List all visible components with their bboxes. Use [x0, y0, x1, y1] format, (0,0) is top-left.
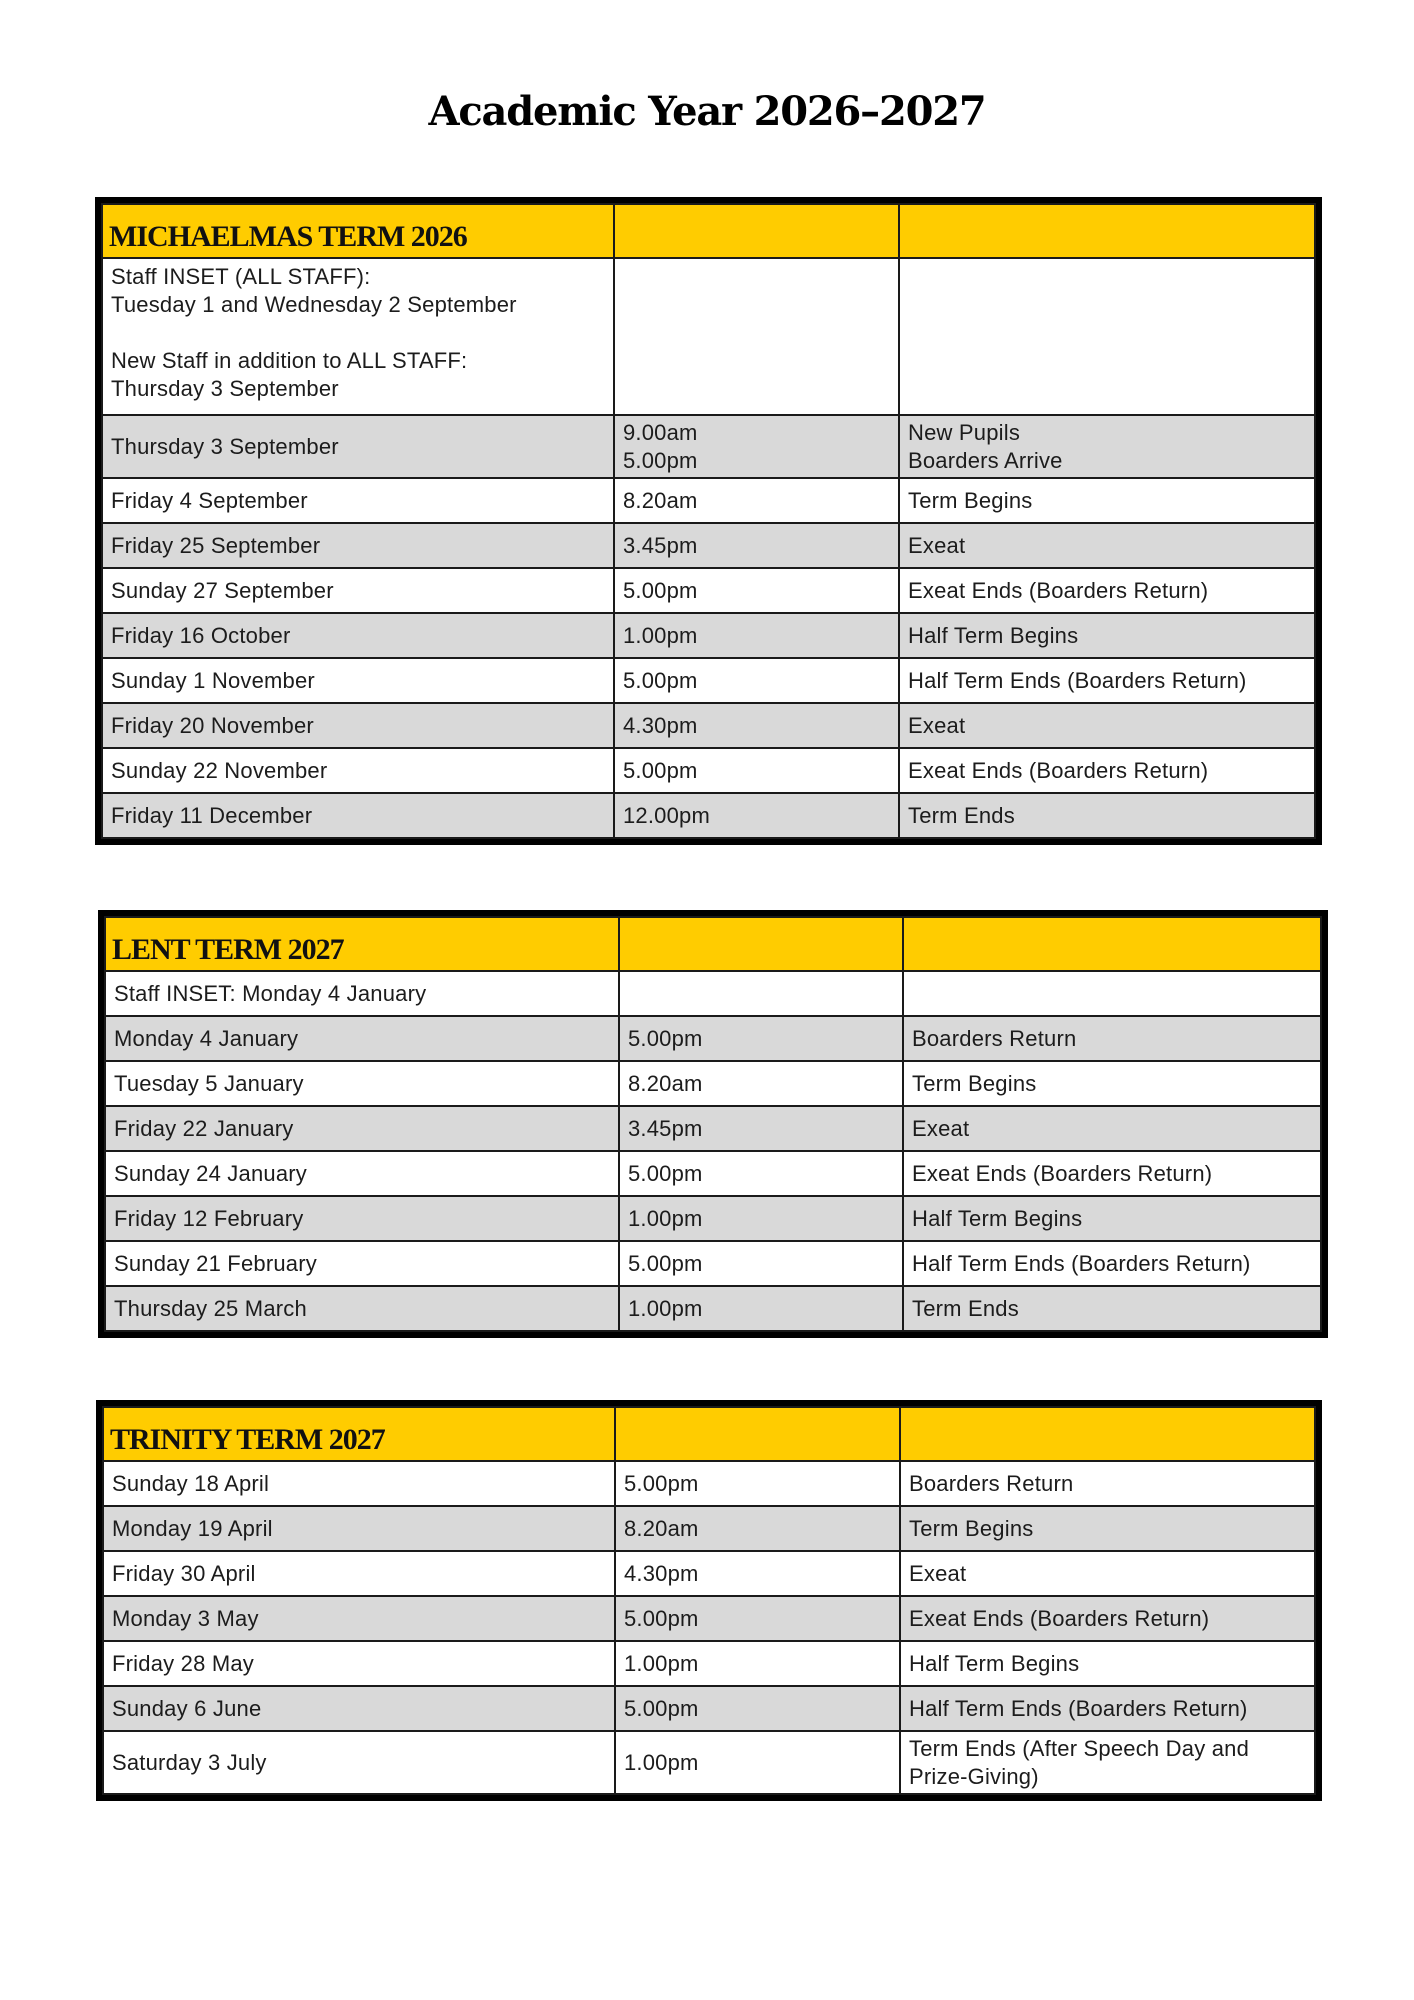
time-cell: 4.30pm — [615, 1551, 900, 1596]
table-row — [102, 415, 1315, 478]
date-cell: Sunday 22 November — [102, 748, 614, 793]
time-cell: 5.00pm — [619, 1241, 903, 1286]
event-cell: Term Ends — [899, 793, 1315, 838]
table-row — [103, 1731, 1315, 1794]
michaelmas-term-table — [95, 197, 1322, 845]
time-cell: 1.00pm — [619, 1286, 903, 1331]
table-row — [105, 1151, 1321, 1196]
event-cell: Exeat Ends (Boarders Return) — [903, 1151, 1321, 1196]
event-cell: Exeat — [899, 703, 1315, 748]
term-title: TRINITY TERM 2027 — [103, 1407, 615, 1461]
time-cell — [614, 415, 899, 478]
date-cell: Monday 3 May — [103, 1596, 615, 1641]
term-header-row — [105, 917, 1321, 971]
time-cell: 5.00pm — [615, 1461, 900, 1506]
table-row-inset — [102, 258, 1315, 415]
date-cell: Friday 4 September — [102, 478, 614, 523]
event-cell: Half Term Ends (Boarders Return) — [900, 1686, 1315, 1731]
table-row — [102, 793, 1315, 838]
time-cell: 3.45pm — [614, 523, 899, 568]
event-cell: Half Term Ends (Boarders Return) — [903, 1241, 1321, 1286]
inset-line: Thursday 3 September — [111, 376, 339, 401]
event-cell: Boarders Return — [900, 1461, 1315, 1506]
trinity-term-table — [96, 1400, 1322, 1801]
header-cell-empty — [900, 1407, 1315, 1461]
header-cell-empty — [903, 917, 1321, 971]
table-row-inset — [105, 971, 1321, 1016]
inset-line: Tuesday 1 and Wednesday 2 September — [111, 292, 517, 317]
time-line: 9.00am — [623, 419, 698, 445]
table-row — [102, 478, 1315, 523]
inset-cell: Staff INSET: Monday 4 January — [105, 971, 619, 1016]
event-cell: Exeat Ends (Boarders Return) — [899, 748, 1315, 793]
header-cell-empty — [615, 1407, 900, 1461]
time-cell: 1.00pm — [615, 1731, 900, 1794]
term-title: LENT TERM 2027 — [105, 917, 619, 971]
event-cell: Term Begins — [900, 1506, 1315, 1551]
term-header-row — [102, 204, 1315, 258]
event-cell: Exeat Ends (Boarders Return) — [899, 568, 1315, 613]
table-row — [105, 1196, 1321, 1241]
event-cell: Term Begins — [899, 478, 1315, 523]
event-line: New Pupils — [908, 419, 1021, 445]
header-cell-empty — [614, 204, 899, 258]
event-cell — [899, 415, 1315, 478]
table-row — [103, 1686, 1315, 1731]
time-cell: 5.00pm — [615, 1686, 900, 1731]
event-cell: Half Term Begins — [900, 1641, 1315, 1686]
event-cell — [899, 258, 1315, 415]
table-row — [103, 1596, 1315, 1641]
time-cell: 4.30pm — [614, 703, 899, 748]
date-cell: Monday 19 April — [103, 1506, 615, 1551]
date-cell: Thursday 3 September — [102, 415, 614, 478]
time-cell: 5.00pm — [619, 1151, 903, 1196]
time-cell: 8.20am — [615, 1506, 900, 1551]
date-cell: Saturday 3 July — [103, 1731, 615, 1794]
date-cell: Friday 30 April — [103, 1551, 615, 1596]
date-cell: Friday 20 November — [102, 703, 614, 748]
term-header-row — [103, 1407, 1315, 1461]
time-cell: 1.00pm — [615, 1641, 900, 1686]
date-cell: Sunday 21 February — [105, 1241, 619, 1286]
date-cell: Sunday 27 September — [102, 568, 614, 613]
time-cell: 3.45pm — [619, 1106, 903, 1151]
header-cell-empty — [619, 917, 903, 971]
time-cell: 12.00pm — [614, 793, 899, 838]
event-cell: Exeat — [900, 1551, 1315, 1596]
table-row — [102, 703, 1315, 748]
table-row — [103, 1506, 1315, 1551]
table-row — [105, 1016, 1321, 1061]
event-cell — [900, 1731, 1315, 1794]
date-cell: Friday 12 February — [105, 1196, 619, 1241]
date-cell: Sunday 18 April — [103, 1461, 615, 1506]
table-row — [103, 1551, 1315, 1596]
event-cell: Half Term Ends (Boarders Return) — [899, 658, 1315, 703]
time-cell — [614, 258, 899, 415]
time-cell: 5.00pm — [615, 1596, 900, 1641]
time-cell: 1.00pm — [619, 1196, 903, 1241]
page-title: Academic Year 2026–2027 — [428, 88, 986, 135]
table-row — [103, 1641, 1315, 1686]
time-cell: 1.00pm — [614, 613, 899, 658]
time-line: 5.00pm — [623, 447, 698, 473]
time-cell: 5.00pm — [614, 568, 899, 613]
time-cell: 8.20am — [614, 478, 899, 523]
time-cell: 5.00pm — [614, 748, 899, 793]
event-line: Boarders Arrive — [908, 447, 1063, 473]
event-cell: Term Ends — [903, 1286, 1321, 1331]
date-cell: Friday 25 September — [102, 523, 614, 568]
date-cell: Sunday 24 January — [105, 1151, 619, 1196]
event-line: Term Ends (After Speech Day and — [909, 1735, 1250, 1761]
date-cell: Friday 11 December — [102, 793, 614, 838]
event-cell: Exeat Ends (Boarders Return) — [900, 1596, 1315, 1641]
event-cell: Exeat — [903, 1106, 1321, 1151]
date-cell: Sunday 6 June — [103, 1686, 615, 1731]
event-cell: Boarders Return — [903, 1016, 1321, 1061]
date-cell: Monday 4 January — [105, 1016, 619, 1061]
event-cell — [903, 971, 1321, 1016]
time-cell: 8.20am — [619, 1061, 903, 1106]
time-cell: 5.00pm — [619, 1016, 903, 1061]
event-cell: Exeat — [899, 523, 1315, 568]
header-cell-empty — [899, 204, 1315, 258]
event-cell: Term Begins — [903, 1061, 1321, 1106]
table-row — [105, 1241, 1321, 1286]
table-row — [103, 1461, 1315, 1506]
table-row — [105, 1286, 1321, 1331]
date-cell: Sunday 1 November — [102, 658, 614, 703]
time-cell — [619, 971, 903, 1016]
inset-line: New Staff in addition to ALL STAFF: — [111, 348, 468, 373]
event-cell: Half Term Begins — [903, 1196, 1321, 1241]
table-row — [102, 748, 1315, 793]
lent-term-table — [98, 910, 1328, 1338]
table-row — [102, 613, 1315, 658]
term-title: MICHAELMAS TERM 2026 — [102, 204, 614, 258]
table-row — [105, 1106, 1321, 1151]
table-row — [105, 1061, 1321, 1106]
date-cell: Thursday 25 March — [105, 1286, 619, 1331]
inset-cell — [102, 258, 614, 415]
event-line: Prize-Giving) — [909, 1763, 1039, 1789]
table-row — [102, 568, 1315, 613]
date-cell: Friday 16 October — [102, 613, 614, 658]
inset-line: Staff INSET (ALL STAFF): — [111, 264, 371, 289]
date-cell: Tuesday 5 January — [105, 1061, 619, 1106]
time-cell: 5.00pm — [614, 658, 899, 703]
date-cell: Friday 28 May — [103, 1641, 615, 1686]
table-row — [102, 658, 1315, 703]
table-row — [102, 523, 1315, 568]
event-cell: Half Term Begins — [899, 613, 1315, 658]
date-cell: Friday 22 January — [105, 1106, 619, 1151]
